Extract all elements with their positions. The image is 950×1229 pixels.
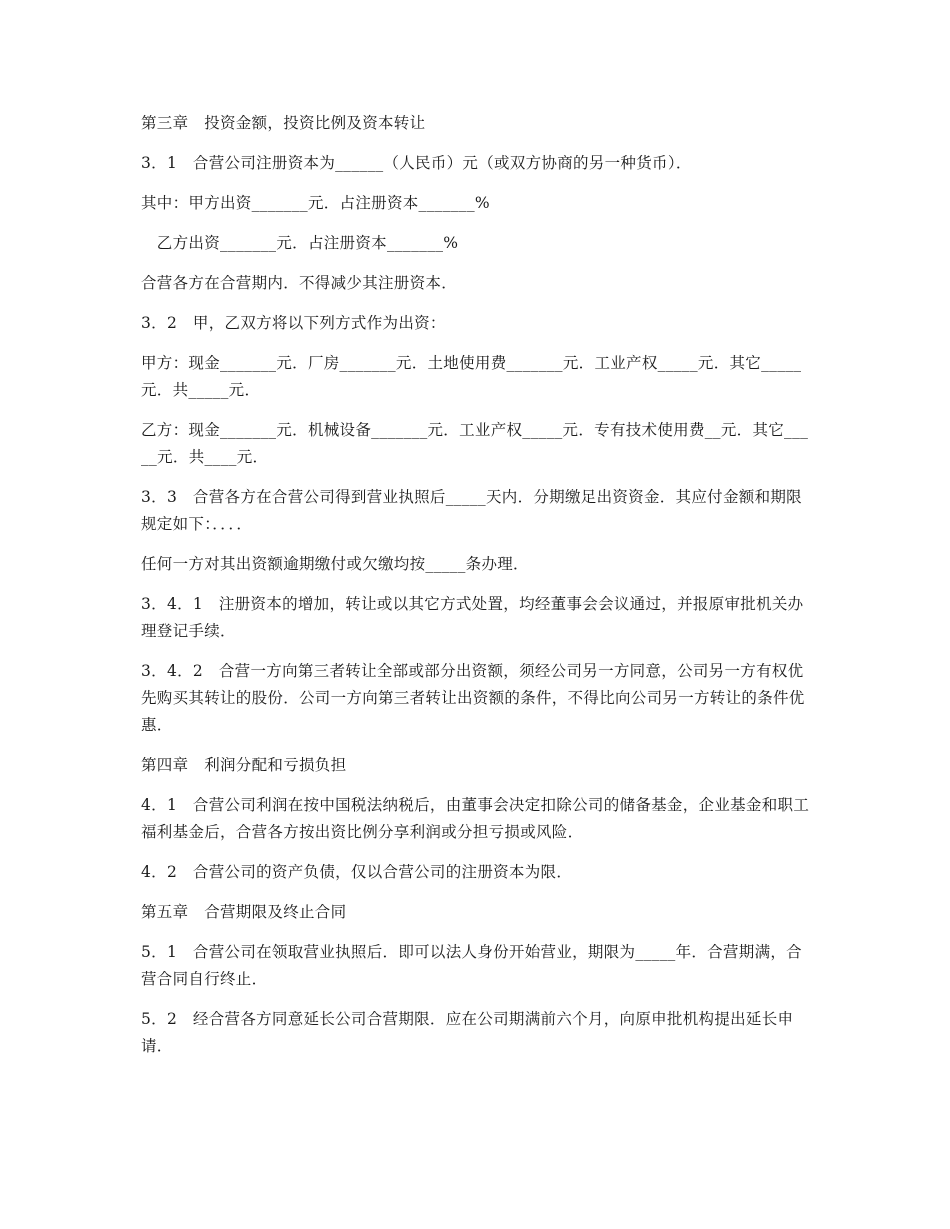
document-page [141,110,811,1073]
clause-3-4-1: 3．4．1 注册资本的增加，转让或以其它方式处置，均经董事会会议通过，并报原审批机关办理登记手续． [141,595,804,640]
clause-3-2-party-a: 甲方：现金_______元．厂房_______元．土地使用费_______元．工业产权_____元．其它_____元．共_____元． [141,354,802,399]
clause-3-4-2: 3．4．2 合营一方向第三者转让全部或部分出资额，须经公司另一方同意，公司另一方有权优先购买其转让的股份．公司一方向第三者转让出资额的条件，不得比向公司另一方转让的条件优惠． [141,662,805,734]
clause-3-2-party-b: 乙方：现金_______元．机械设备_______元．工业产权_____元．专有技术使用费__元．其它_____元．共____元． [141,421,809,466]
chapter-5-heading: 第五章 合营期限及终止合同 [141,903,347,921]
clause-5-2: 5．2 经合营各方同意延长公司合营期限．应在公司期满前六个月，向原申批机构提出延长申请． [141,1010,794,1055]
clause-3-3-default: 任何一方对其出资额逾期缴付或欠缴均按_____条办理． [141,555,529,573]
chapter-4-heading: 第四章 利润分配和亏损负担 [141,756,347,774]
clause-5-1: 5．1 合营公司在领取营业执照后．即可以法人身份开始营业，期限为_____年．合营期满，合营合同自行终止． [141,943,802,988]
clause-3-1-party-a-share: 其中：甲方出资_______元．占注册资本_______% [141,194,490,212]
clause-4-1: 4．1 合营公司利润在按中国税法纳税后，由董事会决定扣除公司的储备基金，企业基金和职工福利基金后，合营各方按出资比例分享利润或分担亏损或风险． [141,796,810,841]
clause-3-1: 3．1 合营公司注册资本为______（人民币）元（或双方协商的另一种货币）． [141,154,692,172]
chapter-3-heading: 第三章 投资金额，投资比例及资本转让 [141,114,426,132]
clause-3-3: 3．3 合营各方在合营公司得到营业执照后_____天内．分期缴足出资资金．其应付金额和期限规定如下：．．．． [141,488,802,533]
clause-4-2: 4．2 合营公司的资产负债，仅以合营公司的注册资本为限． [141,863,573,881]
clause-3-2: 3．2 甲，乙双方将以下列方式作为出资： [141,314,446,332]
clause-3-1-party-b-share: 乙方出资_______元．占注册资本_______% [141,234,459,252]
clause-3-1-capital-note: 合营各方在合营期内．不得减少其注册资本． [141,274,458,292]
